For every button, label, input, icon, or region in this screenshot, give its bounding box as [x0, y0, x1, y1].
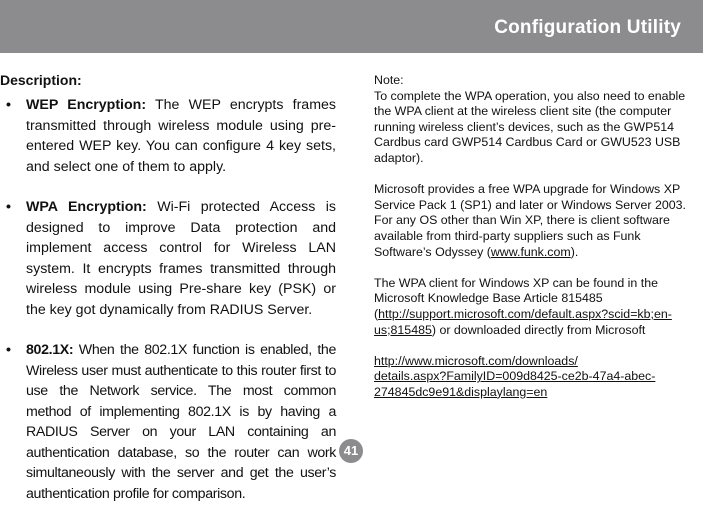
item-text: Wi-Fi protected Access is designed to improve Data protection and implement access control for Wireless LAN system. It encrypts frames transmitted through wireless module using Pre-share key (PSK) or the key got dynamically from RADIUS Server.: [26, 199, 336, 318]
item-term: WPA Encryption:: [26, 199, 147, 215]
item-text: The WEP encrypts frames transmitted through wireless module using pre-entered WEP key. You can configure 4 key sets, and select one of them to apply.: [26, 97, 336, 175]
page-number-badge: 41: [339, 439, 363, 463]
funk-link[interactable]: www.funk.com: [490, 244, 571, 259]
note-heading: Note:: [374, 73, 404, 87]
item-text: When the 802.1X function is enabled, the Wireless user must authenticate to this router first to use the Network service. The most common method of implementing 802.1X is by having a RADIUS Server on your LAN containing an authentication database, so the router can work simultaneously with the server and get the user’s authentication profile for comparison.: [26, 342, 336, 502]
note-text: ).: [570, 244, 579, 259]
download-link[interactable]: http://www.microsoft.com/downloads/: [374, 353, 578, 368]
description-heading: Description:: [0, 72, 82, 88]
page-title: Configuration Utility: [494, 17, 681, 38]
bullet: •: [6, 342, 11, 358]
description-column: [0, 72, 336, 524]
header-bar: [0, 0, 703, 53]
item-term: 802.1X:: [26, 342, 74, 358]
kb-article-link[interactable]: http://support.microsoft.com/default.aspx?scid=kb;en-us;815485: [374, 306, 672, 337]
note-text: The WPA client for Windows XP can be found in the Microsoft Knowledge Base Article 815485 (: [374, 275, 658, 321]
bullet: •: [6, 199, 11, 215]
note-block: [374, 73, 692, 167]
note-paragraph: [374, 182, 692, 260]
list-item: [0, 340, 336, 504]
bullet: •: [6, 97, 11, 113]
list-item: [0, 197, 336, 320]
download-link-details[interactable]: details.aspx?FamilyID=009d8425-ce2b-47a4-abec-274845dc9e91&displaylang=en: [374, 369, 656, 399]
note-column: [374, 73, 692, 416]
note-text: Microsoft provides a free WPA upgrade for Windows XP Service Pack 1 (SP1) and later or Windows Server 2003. For any OS other than Win XP, there is client software available from third-party suppliers such as Funk Software’s Odyssey (: [374, 182, 686, 259]
note-paragraph: [374, 354, 692, 401]
note-paragraph: [374, 276, 692, 338]
item-term: WEP Encryption:: [26, 97, 147, 113]
list-item: [0, 95, 336, 177]
note-paragraph: To complete the WPA operation, you also need to enable the WPA client at the wireless client site (the computer running wireless client’s devices, such as the GWP514 Cardbus card GWP514 Cardbus Card or GWU523 USB adaptor).: [374, 88, 686, 165]
note-text: ) or downloaded directly from Microsoft: [431, 322, 646, 337]
